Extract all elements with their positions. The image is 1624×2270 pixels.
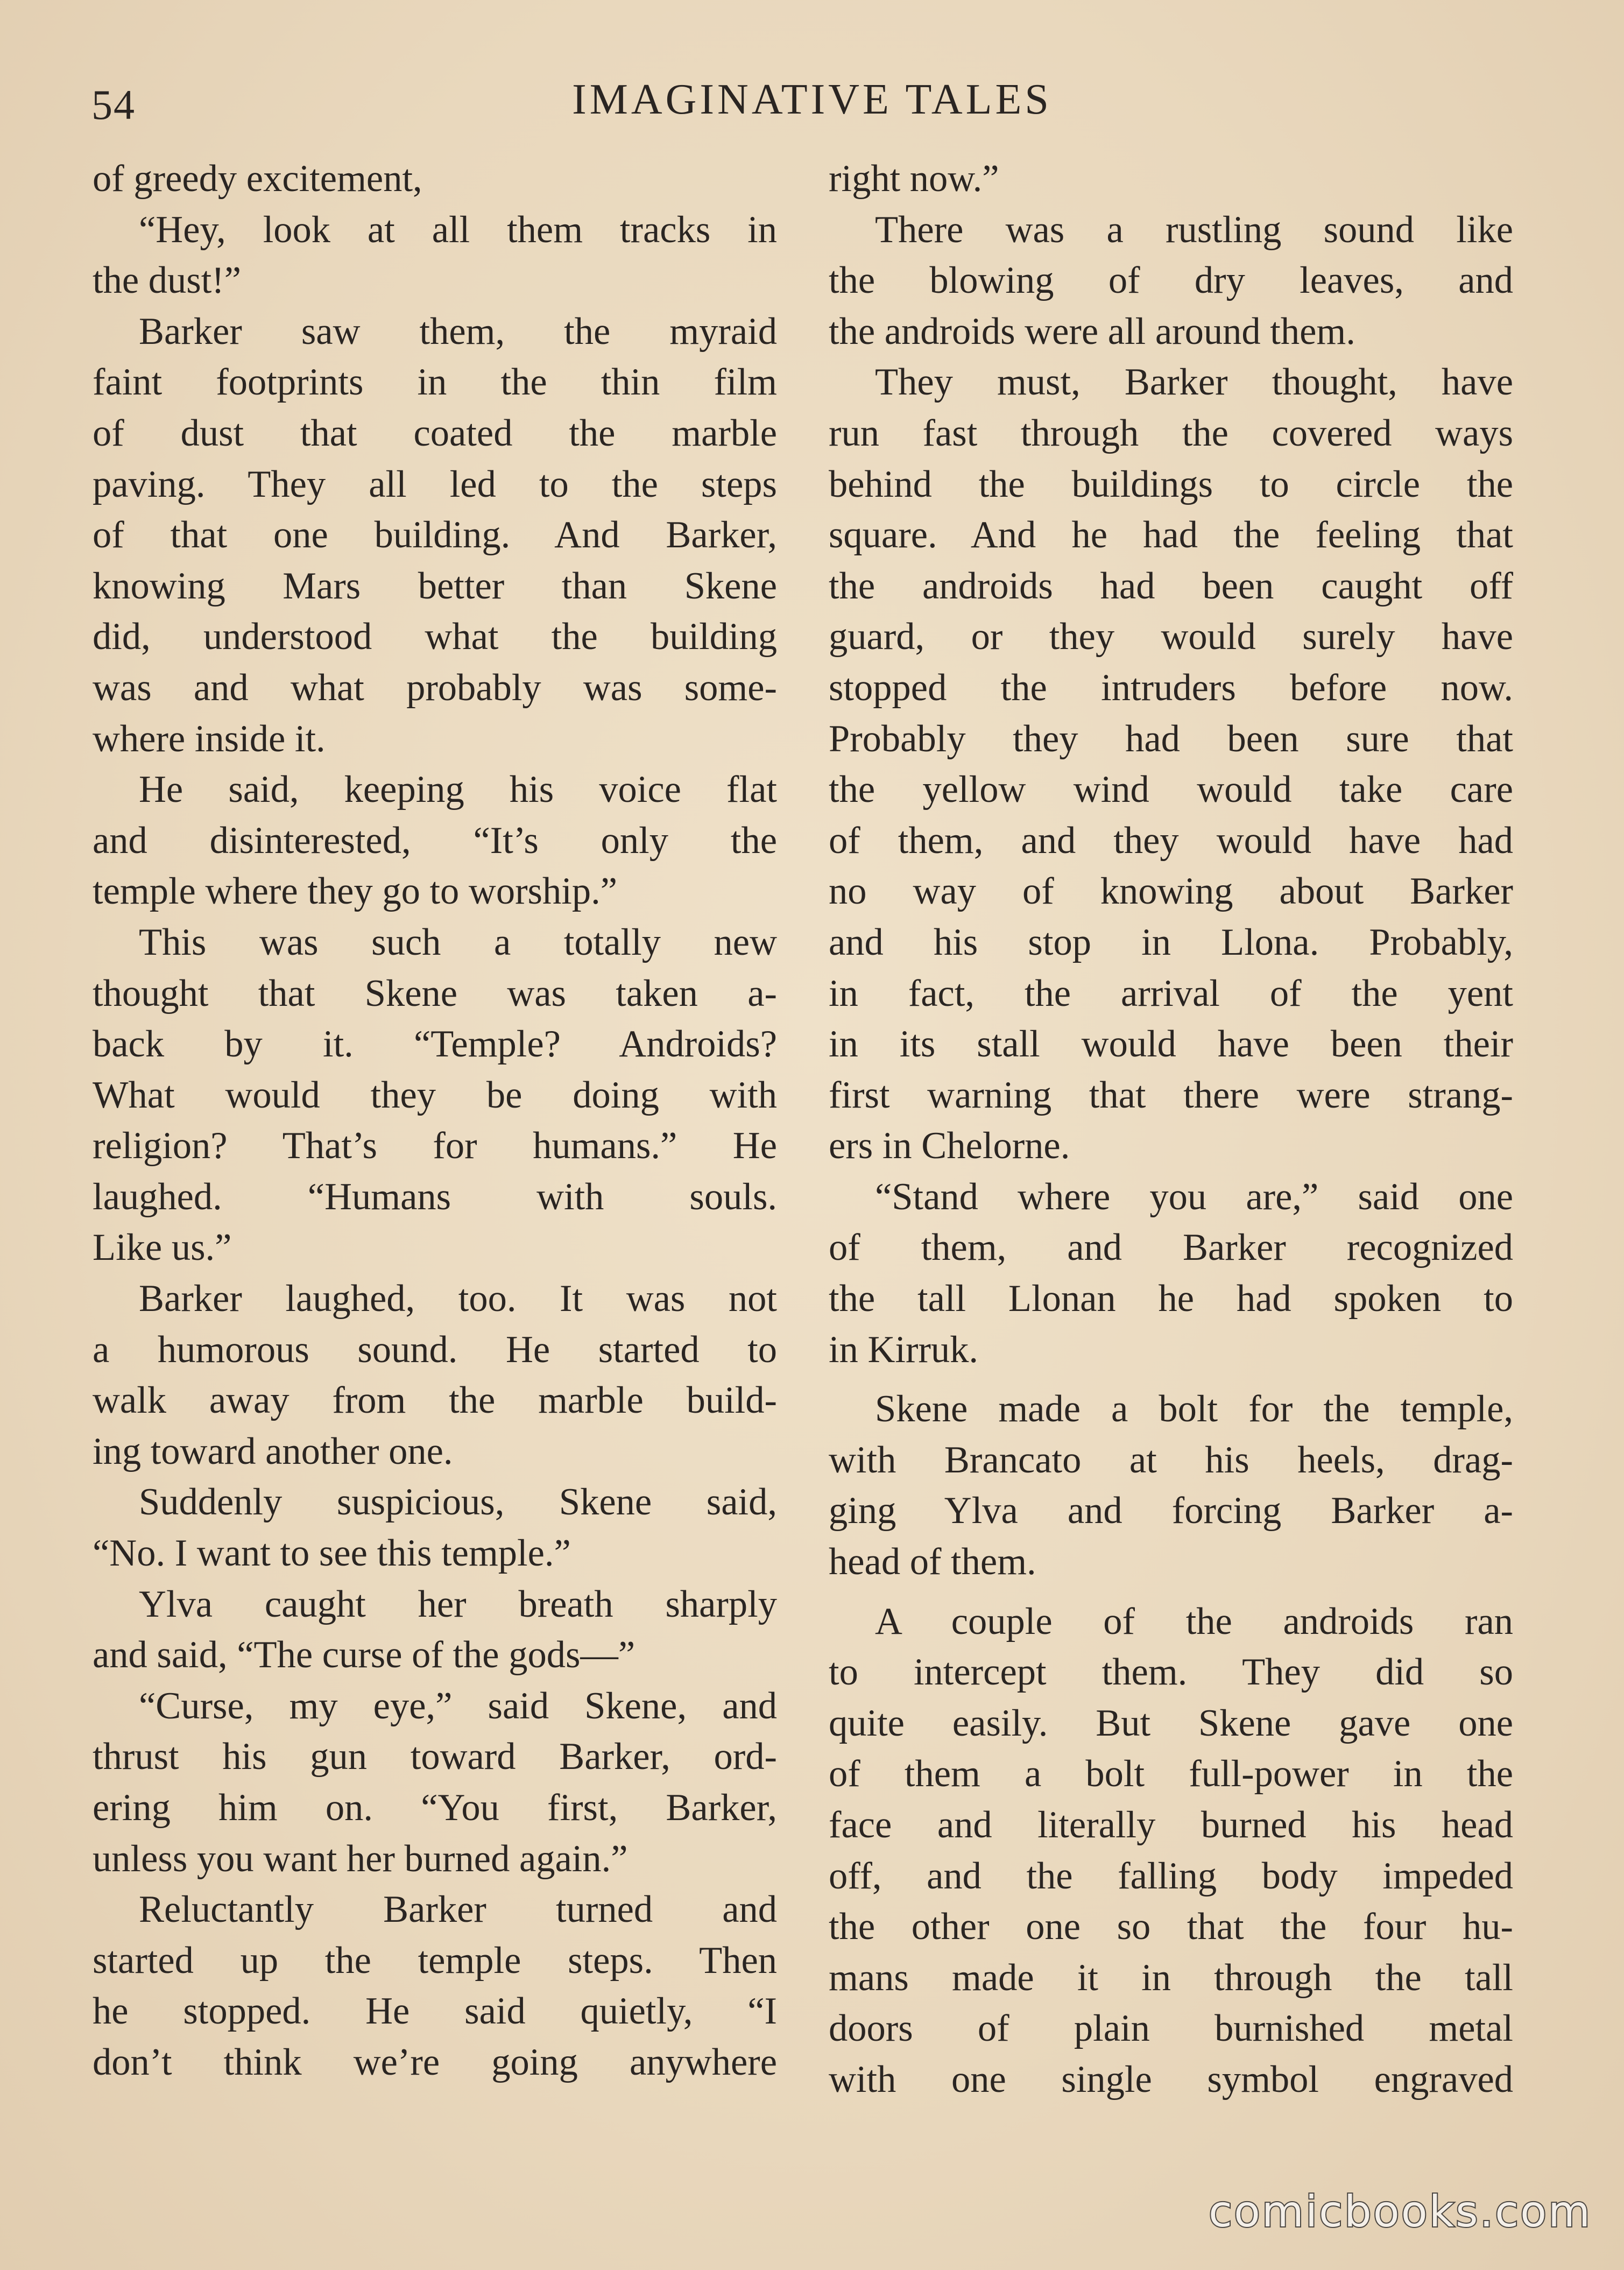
page-header (91, 70, 1533, 129)
text-line-content: unless you want her burned again.” (93, 1837, 628, 1880)
text-line (93, 1019, 777, 1070)
text-line-content: a humorous sound. He started to (93, 1328, 777, 1371)
text-line-content: of them, and they would have had (829, 819, 1513, 862)
paragraph-gap (829, 1375, 1513, 1384)
text-line-content: Skene made a bolt for the temple, (875, 1388, 1513, 1430)
paragraph (93, 917, 777, 1273)
text-line (93, 1681, 777, 1732)
paragraph (829, 153, 1513, 205)
text-line (829, 153, 1513, 205)
text-line (829, 1485, 1513, 1536)
text-line-content: ging Ylva and forcing Barker a- (829, 1490, 1513, 1532)
text-line-content: did, understood what the building (93, 616, 777, 658)
text-line (829, 611, 1513, 662)
text-line-content: where inside it. (93, 717, 326, 760)
text-line (829, 714, 1513, 765)
text-line-content: “Curse, my eye,” said Skene, and (139, 1684, 777, 1727)
text-line-content: and his stop in Llona. Probably, (829, 921, 1513, 963)
text-line-content: square. And he had the feeling that (829, 514, 1513, 556)
text-line-content: “No. I want to see this temple.” (93, 1532, 571, 1575)
text-line-content: Barker laughed, too. It was not (139, 1278, 777, 1320)
text-line (93, 357, 777, 408)
text-line-content: Probably they had been sure that (829, 717, 1513, 760)
text-line-content: to intercept them. They did so (829, 1651, 1513, 1694)
text-line (93, 1477, 777, 1528)
text-line (829, 561, 1513, 612)
text-line (93, 815, 777, 866)
text-line-content: quite easily. But Skene gave one (829, 1702, 1513, 1744)
text-line (93, 1782, 777, 1834)
text-line-content: stopped the intruders before now. (829, 666, 1513, 709)
text-line (93, 1222, 777, 1273)
text-line-content: run fast through the covered ways (829, 412, 1513, 454)
text-line (829, 1070, 1513, 1121)
text-line (829, 2054, 1513, 2105)
text-line (829, 1749, 1513, 1800)
paragraph (829, 1384, 1513, 1587)
text-line-content: Ylva caught her breath sharply (139, 1583, 777, 1625)
text-line-content: the other one so that the four hu- (829, 1906, 1513, 1948)
paragraph (93, 306, 777, 764)
text-line-content: “Hey, look at all them tracks in (139, 208, 777, 251)
text-line-content: A couple of the androids ran (875, 1600, 1513, 1642)
text-line (829, 408, 1513, 459)
text-line-content: Suddenly suspicious, Skene said, (139, 1481, 777, 1524)
text-line (829, 1324, 1513, 1376)
text-line (93, 1986, 777, 2037)
text-line-content: religion? That’s for humans.” He (93, 1125, 777, 1167)
text-line (829, 968, 1513, 1019)
text-line (829, 459, 1513, 510)
text-line (829, 1698, 1513, 1749)
text-line (93, 1273, 777, 1324)
text-line-content: and said, “The curse of the gods—” (93, 1634, 636, 1676)
text-line (829, 1172, 1513, 1223)
text-line-content: They must, Barker thought, have (875, 361, 1513, 404)
text-line (93, 1884, 777, 1935)
text-line-content: mans made it in through the tall (829, 1956, 1513, 1999)
text-line-content: “Stand where you are,” said one (875, 1175, 1513, 1218)
paragraph (93, 205, 777, 306)
text-line (829, 255, 1513, 306)
text-line-content: There was a rustling sound like (875, 208, 1513, 251)
text-line-content: ers in Chelorne. (829, 1125, 1070, 1167)
paragraph (829, 357, 1513, 1172)
text-line-content: the androids had been caught off (829, 565, 1513, 607)
text-line-content: with one single symbol engraved (829, 2058, 1513, 2100)
text-line-content: and disinterested, “It’s only the (93, 819, 777, 862)
paragraph (93, 1579, 777, 1681)
text-line-content: ering him on. “You first, Barker, (93, 1787, 777, 1829)
text-line (829, 1596, 1513, 1647)
text-line-content: Like us.” (93, 1226, 232, 1269)
text-line-content: the tall Llonan he had spoken to (829, 1278, 1513, 1320)
text-line (93, 1630, 777, 1681)
text-line (93, 714, 777, 765)
text-line-content: What would they be doing with (93, 1074, 777, 1116)
text-line (93, 459, 777, 510)
text-line (829, 866, 1513, 917)
text-line (93, 1324, 777, 1376)
text-line-content: right now.” (829, 158, 999, 200)
text-line (829, 357, 1513, 408)
text-line (93, 306, 777, 357)
text-line (829, 1647, 1513, 1698)
text-line (829, 1800, 1513, 1851)
text-line (93, 1120, 777, 1172)
text-line-content: temple where they go to worship.” (93, 870, 617, 913)
paragraph (93, 1884, 777, 2088)
text-line (829, 510, 1513, 561)
text-line-content: knowing Mars better than Skene (93, 565, 777, 607)
text-line (93, 1172, 777, 1223)
text-line (829, 764, 1513, 815)
text-line-content: don’t think we’re going anywhere (93, 2041, 777, 2083)
text-line-content: Barker saw them, the myraid (139, 310, 777, 353)
text-line (93, 1935, 777, 1986)
text-line (829, 815, 1513, 866)
text-line-content: Reluctantly Barker turned and (139, 1888, 777, 1931)
text-line (93, 662, 777, 714)
text-line-content: first warning that there were strang- (829, 1074, 1513, 1116)
text-line-content: the androids were all around them. (829, 310, 1355, 353)
text-line (93, 1375, 777, 1426)
text-line (829, 1435, 1513, 1486)
text-line-content: no way of knowing about Barker (829, 870, 1513, 913)
text-line (93, 1834, 777, 1885)
text-line-content: he stopped. He said quietly, “I (93, 1990, 777, 2033)
paragraph (829, 205, 1513, 357)
paragraph (93, 764, 777, 917)
text-line-content: doors of plain burnished metal (829, 2007, 1513, 2050)
running-title: IMAGINATIVE TALES (572, 76, 1052, 123)
text-line-content: in its stall would have been their (829, 1023, 1513, 1066)
text-line-content: laughed. “Humans with souls. (93, 1175, 777, 1218)
text-line-content: of them, and Barker recognized (829, 1226, 1513, 1269)
text-line (93, 510, 777, 561)
text-line (829, 1536, 1513, 1588)
text-line (829, 917, 1513, 968)
text-line (829, 2003, 1513, 2054)
paragraph (829, 1172, 1513, 1375)
paragraph (93, 1681, 777, 1884)
text-line (93, 1528, 777, 1579)
text-line (829, 662, 1513, 714)
text-line (93, 866, 777, 917)
watermark: comicbooks.com (1208, 2187, 1592, 2237)
text-line-content: behind the buildings to circle the (829, 463, 1513, 505)
text-line-content: walk away from the marble build- (93, 1379, 777, 1422)
text-line (93, 2037, 777, 2088)
text-line-content: face and literally burned his head (829, 1804, 1513, 1846)
text-line (93, 205, 777, 256)
paragraph (93, 1477, 777, 1578)
text-line (829, 306, 1513, 357)
text-line (829, 1019, 1513, 1070)
text-line (829, 1222, 1513, 1273)
text-line-content: in Kirruk. (829, 1328, 979, 1371)
text-line (93, 1070, 777, 1121)
text-line-content: thrust his gun toward Barker, ord- (93, 1736, 777, 1778)
page-number: 54 (91, 81, 136, 128)
text-line (93, 968, 777, 1019)
text-line-content: with Brancato at his heels, drag- (829, 1439, 1513, 1481)
text-line-content: the yellow wind would take care (829, 769, 1513, 811)
text-line (829, 205, 1513, 256)
text-line-content: the blowing of dry leaves, and (829, 259, 1513, 302)
text-line (93, 1426, 777, 1477)
text-line-content: of that one building. And Barker, (93, 514, 777, 556)
text-line-content: off, and the falling body impeded (829, 1855, 1513, 1897)
text-line (829, 1120, 1513, 1172)
text-line-content: in fact, the arrival of the yent (829, 972, 1513, 1014)
text-line-content: thought that Skene was taken a- (93, 972, 777, 1014)
text-line-content: paving. They all led to the steps (93, 463, 777, 505)
paragraph (829, 1596, 1513, 2105)
text-line (829, 1901, 1513, 1952)
text-line-content: the dust!” (93, 259, 242, 302)
text-line-content: He said, keeping his voice flat (139, 769, 777, 811)
text-line (829, 1273, 1513, 1324)
text-line-content: of greedy excitement, (93, 158, 422, 200)
text-line (93, 1579, 777, 1630)
text-line-content: was and what probably was some- (93, 666, 777, 709)
text-line-content: guard, or they would surely have (829, 616, 1513, 658)
text-line (93, 1731, 777, 1782)
paragraph (93, 1273, 777, 1477)
text-line (93, 408, 777, 459)
text-line-content: head of them. (829, 1541, 1036, 1583)
text-line-content: of dust that coated the marble (93, 412, 777, 454)
text-line (93, 764, 777, 815)
right-text-column (829, 153, 1513, 2105)
paragraph (93, 153, 777, 205)
text-line-content: faint footprints in the thin film (93, 361, 777, 404)
text-line (829, 1952, 1513, 2004)
text-line-content: ing toward another one. (93, 1430, 453, 1472)
text-line (93, 153, 777, 205)
text-line-content: started up the temple steps. Then (93, 1939, 777, 1982)
text-line (93, 255, 777, 306)
text-line (829, 1384, 1513, 1435)
text-line (93, 611, 777, 662)
text-line (93, 561, 777, 612)
text-line-content: This was such a totally new (139, 921, 777, 963)
paragraph-gap (829, 1588, 1513, 1596)
left-text-column (93, 153, 777, 2088)
text-line-content: of them a bolt full-power in the (829, 1753, 1513, 1795)
text-line (93, 917, 777, 968)
text-line (829, 1851, 1513, 1902)
text-line-content: back by it. “Temple? Androids? (93, 1023, 777, 1066)
